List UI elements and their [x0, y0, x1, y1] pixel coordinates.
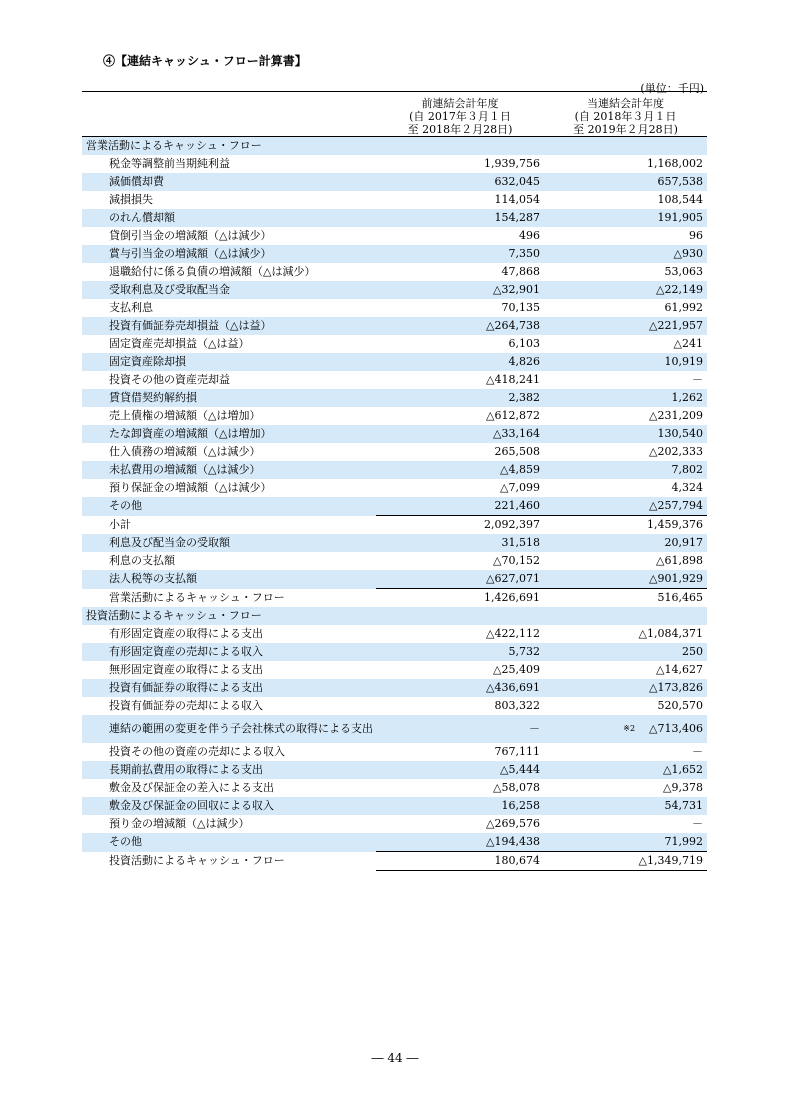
curr-period-value: 10,919	[664, 355, 703, 368]
row-label: 投資活動によるキャッシュ・フロー	[82, 607, 376, 625]
table-row	[82, 715, 707, 743]
curr-period-value: △930	[673, 247, 703, 260]
row-label: 投資活動によるキャッシュ・フロー	[109, 854, 285, 867]
prev-period-value: △269,576	[486, 817, 540, 830]
table-row	[82, 833, 707, 852]
prev-period-value: △612,872	[486, 409, 540, 422]
table-row	[82, 516, 707, 535]
prev-period-value: 180,674	[376, 852, 544, 871]
prev-period-value: △70,152	[493, 554, 540, 567]
curr-period-value: △202,333	[649, 445, 703, 458]
prev-period-value: 1,939,756	[484, 157, 540, 170]
row-label: 預り保証金の増減額（△は減少）	[109, 481, 272, 494]
prev-period-value: 1,426,691	[376, 589, 544, 608]
curr-period-value: 108,544	[657, 193, 703, 206]
curr-period-value: 96	[689, 229, 703, 242]
curr-period-cell	[544, 516, 707, 535]
prev-period-value: △194,438	[376, 833, 544, 852]
prev-period-value: △33,164	[376, 425, 544, 443]
curr-period-value: 20,917	[664, 536, 703, 549]
curr-period-cell	[544, 643, 707, 661]
curr-period-cell	[544, 173, 707, 191]
curr-period-value: 657,538	[657, 175, 703, 188]
header-prev-line1: 前連結会計年度	[421, 97, 499, 110]
row-label: 賞与引当金の増減額（△は減少）	[82, 245, 376, 263]
table-row	[82, 407, 707, 425]
table-row	[82, 479, 707, 497]
curr-period-value: 1,168,002	[647, 157, 703, 170]
prev-period-value: △5,444	[376, 761, 544, 779]
curr-period-value: △257,794	[649, 499, 703, 512]
curr-period-cell	[544, 625, 707, 643]
curr-period-value: －	[692, 817, 703, 830]
header-curr-period	[544, 92, 707, 137]
row-label: 長期前払費用の取得による支出	[82, 761, 376, 779]
table-header-row	[82, 92, 707, 137]
curr-period-value: 7,802	[671, 463, 703, 476]
prev-period-value	[376, 607, 544, 625]
prev-period-value: 154,287	[376, 209, 544, 227]
row-label: 未払費用の増減額（△は減少）	[82, 461, 376, 479]
curr-period-value: △61,898	[656, 554, 703, 567]
curr-period-value: 1,262	[671, 391, 703, 404]
curr-period-cell	[544, 715, 707, 743]
curr-period-value: △22,149	[656, 283, 703, 296]
table-row	[82, 281, 707, 299]
table-row	[82, 371, 707, 389]
curr-period-value: 61,992	[664, 301, 703, 314]
prev-period-value: 496	[519, 229, 540, 242]
curr-period-cell	[544, 589, 707, 608]
row-label: その他	[82, 833, 376, 852]
curr-period-cell	[544, 371, 707, 389]
curr-period-cell	[544, 317, 707, 335]
table-row	[82, 353, 707, 371]
row-label: のれん償却額	[82, 209, 376, 227]
curr-period-value: △1,652	[663, 763, 703, 776]
prev-period-value: 767,111	[494, 745, 540, 758]
curr-period-cell	[544, 155, 707, 173]
row-label: 投資有価証券の売却による収入	[109, 699, 263, 712]
curr-period-cell	[544, 245, 707, 263]
prev-period-value: △58,078	[493, 781, 540, 794]
curr-period-cell	[544, 534, 707, 552]
header-curr-line2: (自 2018年３月１日	[574, 110, 677, 123]
row-label: 預り金の増減額（△は減少）	[109, 817, 250, 830]
note-reference: ※2	[623, 724, 636, 733]
curr-period-cell	[544, 552, 707, 570]
table-row	[82, 797, 707, 815]
cash-flow-table	[82, 91, 707, 871]
curr-period-value: －	[692, 373, 703, 386]
curr-period-value: －	[692, 745, 703, 758]
table-row	[82, 743, 707, 761]
prev-period-value: △418,241	[486, 373, 540, 386]
table-row	[82, 697, 707, 715]
table-row	[82, 679, 707, 697]
curr-period-value: 191,905	[657, 211, 703, 224]
row-label: 法人税等の支払額	[82, 570, 376, 589]
curr-period-cell	[544, 815, 707, 833]
curr-period-cell	[544, 743, 707, 761]
table-body	[82, 137, 707, 871]
curr-period-value: 520,570	[657, 699, 703, 712]
prev-period-value: 221,460	[376, 497, 544, 516]
unit-label: (単位：千円)	[640, 82, 704, 95]
prev-period-value: △25,409	[493, 663, 540, 676]
section-header-row	[82, 607, 707, 625]
row-label: 売上債権の増減額（△は増加）	[109, 409, 261, 422]
table-row	[82, 443, 707, 461]
curr-period-cell	[544, 697, 707, 715]
curr-period-cell	[544, 335, 707, 353]
prev-period-value: 632,045	[376, 173, 544, 191]
header-prev-line2: (自 2017年３月１日	[409, 110, 511, 123]
table-row	[82, 570, 707, 589]
curr-period-cell	[544, 281, 707, 299]
curr-period-cell	[544, 607, 707, 625]
curr-period-value: △713,406	[649, 722, 703, 735]
row-label: 投資その他の資産売却益	[109, 373, 230, 386]
prev-period-value: 114,054	[494, 193, 540, 206]
table-row	[82, 497, 707, 516]
row-label: 利息の支払額	[109, 554, 175, 567]
row-label: 退職給付に係る負債の増減額（△は減少）	[109, 265, 316, 278]
row-label: 減価償却費	[82, 173, 376, 191]
table-row	[82, 643, 707, 661]
table-row	[82, 209, 707, 227]
curr-period-cell	[544, 852, 707, 871]
curr-period-cell	[544, 761, 707, 779]
prev-period-value: －	[376, 715, 544, 743]
row-label: 利息及び配当金の受取額	[82, 534, 376, 552]
table-row	[82, 317, 707, 335]
header-curr-line3: 至 2019年２月28日)	[573, 123, 678, 136]
table-row	[82, 335, 707, 353]
row-label: 受取利息及び受取配当金	[82, 281, 376, 299]
row-label: 営業活動によるキャッシュ・フロー	[109, 590, 285, 604]
header-prev-period	[376, 92, 544, 137]
curr-period-value: △1,349,719	[638, 854, 703, 867]
curr-period-value: △14,627	[656, 663, 703, 676]
row-label: 有形固定資産の売却による収入	[82, 643, 376, 661]
table-row	[82, 625, 707, 643]
curr-period-cell	[544, 443, 707, 461]
row-label: 投資有価証券の取得による支出	[82, 679, 376, 697]
table-row	[82, 389, 707, 407]
table-row	[82, 227, 707, 245]
table-row	[82, 461, 707, 479]
row-label: 税金等調整前当期純利益	[109, 157, 230, 170]
row-label: 無形固定資産の取得による支出	[109, 663, 263, 676]
row-label: 支払利息	[109, 301, 153, 314]
curr-period-value: 53,063	[664, 265, 703, 278]
prev-period-value: 4,826	[376, 353, 544, 371]
curr-period-cell	[544, 191, 707, 209]
prev-period-value: 7,350	[376, 245, 544, 263]
header-blank	[82, 92, 376, 137]
row-label: その他	[82, 497, 376, 516]
table-row	[82, 245, 707, 263]
row-label: 貸倒引当金の増減額（△は減少）	[109, 229, 272, 242]
table-row	[82, 155, 707, 173]
prev-period-value: 803,322	[494, 699, 540, 712]
prev-period-value: △422,112	[486, 627, 540, 640]
row-label: 固定資産売却損益（△は益）	[109, 337, 250, 350]
row-label: 賃貸借契約解約損	[82, 389, 376, 407]
table-row	[82, 263, 707, 281]
prev-period-value: △7,099	[500, 481, 540, 494]
curr-period-cell	[544, 137, 707, 156]
table-row	[82, 299, 707, 317]
statement-title: ④【連結キャッシュ・フロー計算書】	[103, 54, 307, 68]
prev-period-value: 16,258	[376, 797, 544, 815]
curr-period-value: △901,929	[649, 572, 703, 585]
curr-period-cell	[544, 797, 707, 815]
curr-period-cell	[544, 661, 707, 679]
row-label: 減損損失	[109, 193, 153, 206]
table-row	[82, 589, 707, 608]
table-row	[82, 779, 707, 797]
curr-period-value: 4,324	[671, 481, 703, 494]
curr-period-cell	[544, 570, 707, 589]
table-row	[82, 661, 707, 679]
prev-period-value: △627,071	[376, 570, 544, 589]
table-row	[82, 552, 707, 570]
table-row	[82, 852, 707, 871]
curr-period-value: △221,957	[649, 319, 703, 332]
section-header-row	[82, 137, 707, 156]
row-label: 固定資産除却損	[82, 353, 376, 371]
prev-period-value: 265,508	[494, 445, 540, 458]
curr-period-value: 250	[682, 645, 703, 658]
header-curr-line1: 当連結会計年度	[587, 97, 664, 110]
prev-period-value: △4,859	[376, 461, 544, 479]
prev-period-value: 5,732	[376, 643, 544, 661]
page-number: ― 44 ―	[371, 1051, 419, 1065]
curr-period-cell	[544, 389, 707, 407]
curr-period-cell	[544, 263, 707, 281]
curr-period-cell	[544, 833, 707, 852]
curr-period-value: △241	[673, 337, 703, 350]
row-label: 有形固定資産の取得による支出	[109, 627, 263, 640]
curr-period-value: △1,084,371	[638, 627, 703, 640]
prev-period-value: 70,135	[501, 301, 540, 314]
prev-period-value: △264,738	[376, 317, 544, 335]
prev-period-value: 2,382	[376, 389, 544, 407]
curr-period-value: △173,826	[649, 681, 703, 694]
row-label: 仕入債務の増減額（△は減少）	[109, 445, 261, 458]
header-prev-line3: 至 2018年２月28日)	[407, 123, 513, 136]
prev-period-value	[376, 137, 544, 156]
curr-period-cell	[544, 227, 707, 245]
row-label: 営業活動によるキャッシュ・フロー	[82, 137, 376, 156]
prev-period-value: 2,092,397	[376, 516, 544, 535]
curr-period-value: 130,540	[657, 427, 703, 440]
row-label: 投資有価証券売却損益（△は益）	[82, 317, 376, 335]
curr-period-cell	[544, 679, 707, 697]
prev-period-value: 31,518	[376, 534, 544, 552]
row-label: たな卸資産の増減額（△は増加）	[82, 425, 376, 443]
row-label: 敷金及び保証金の回収による収入	[82, 797, 376, 815]
row-label: 投資その他の資産の売却による収入	[109, 745, 285, 758]
row-label: 敷金及び保証金の差入による支出	[109, 781, 274, 794]
curr-period-value: △9,378	[663, 781, 703, 794]
curr-period-cell	[544, 497, 707, 516]
curr-period-cell	[544, 479, 707, 497]
curr-period-value: 516,465	[657, 591, 703, 604]
row-label: 連結の範囲の変更を伴う子会社株式の取得による支出	[82, 715, 376, 743]
table-row	[82, 815, 707, 833]
table-row	[82, 173, 707, 191]
table-row	[82, 761, 707, 779]
prev-period-value: △32,901	[376, 281, 544, 299]
table-row	[82, 425, 707, 443]
curr-period-cell	[544, 425, 707, 443]
prev-period-value: △436,691	[376, 679, 544, 697]
curr-period-value: 1,459,376	[647, 518, 703, 531]
curr-period-cell	[544, 353, 707, 371]
curr-period-cell	[544, 209, 707, 227]
curr-period-cell	[544, 779, 707, 797]
table-row	[82, 191, 707, 209]
curr-period-cell	[544, 299, 707, 317]
curr-period-cell	[544, 407, 707, 425]
row-label: 小計	[109, 517, 131, 531]
prev-period-value: 6,103	[508, 337, 540, 350]
curr-period-value: △231,209	[649, 409, 703, 422]
curr-period-value: 71,992	[664, 835, 703, 848]
table-row	[82, 534, 707, 552]
curr-period-value: 54,731	[664, 799, 703, 812]
prev-period-value: 47,868	[501, 265, 540, 278]
curr-period-cell	[544, 461, 707, 479]
